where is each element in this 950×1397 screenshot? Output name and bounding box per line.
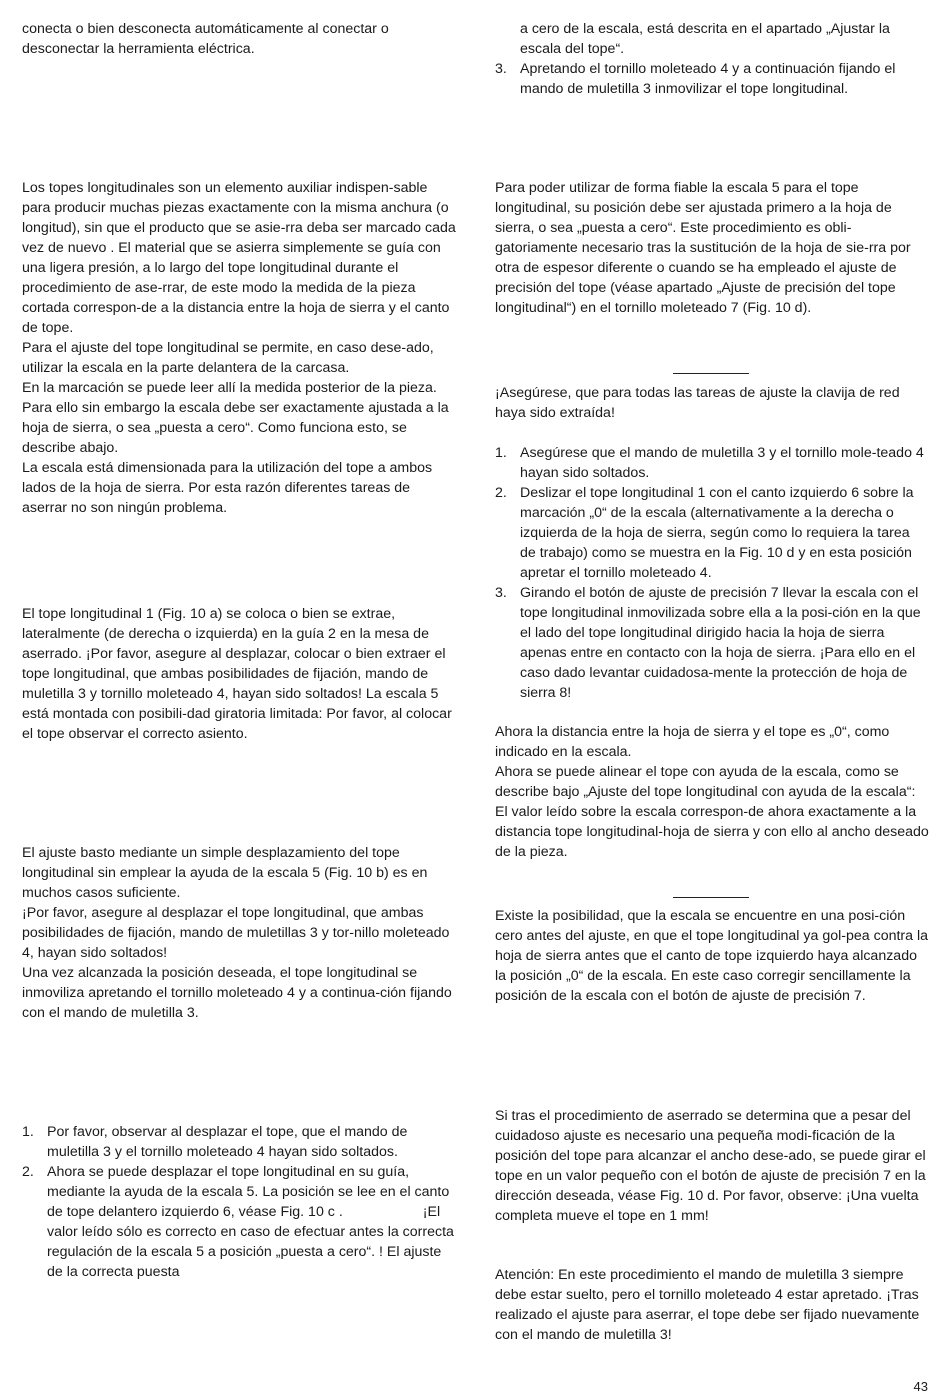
paragraph-colocar-tope: El tope longitudinal 1 (Fig. 10 a) se coloca o bien se extrae, lateralmente (de derecha o izquierda) en la guía 2 en la mesa de aserrado. ¡Por favor, asegure al desplazar, colocar o bien extraer el tope longitudinal, que ambas posibilidades de fijación, mando de muletilla 3 y tornillo moleteado 4, hayan sido soltados! La escala 5 está montada con posibili-dad giratoria limitada: Por favor, al colocar el tope observar el correcto asiento. (22, 606, 452, 742)
paragraph-switching: conecta o bien desconecta automáticamente al conectar o desconectar la herramienta eléctrica. (22, 21, 389, 57)
list-puesta-a-cero (495, 443, 929, 703)
list-ajuste-escala (22, 1122, 458, 1282)
list-text: Por favor, observar al desplazar el tope, que el mando de muletilla 3 y el tornillo moleteado 4 hayan sido soltados. (47, 1124, 408, 1160)
list-text: Deslizar el tope longitudinal 1 con el canto izquierdo 6 sobre la marcación „0“ de la escala (alternativamente a la derecha o izquierda de la hoja de sierra, según como lo requiera la tarea de trabajo) como se muestra en la Fig. 10 d y en esta posición apretar el tornillo moleteado 4. (520, 485, 914, 581)
paragraph: Para el ajuste del tope longitudinal se permite, en caso dese-ado, utilizar la escala en la parte delantera de la carcasa. (22, 340, 434, 376)
paragraph-existe: Existe la posibilidad, que la escala se encuentre en una posi-ción cero antes del ajuste, en que el tope longitudinal ya gol-pea contra la hoja de sierra antes que el canto de tope izquierdo haya alcanzado la posición „0“ de la escala. En este caso corregir sencillamente la posición de la escala con el botón de ajuste de precisión 7. (495, 908, 929, 1004)
paragraph: El ajuste basto mediante un simple desplazamiento del tope longitudinal sin emplear la ayuda de la escala 5 (Fig. 10 b) es en muchos casos suficiente. (22, 845, 428, 901)
list-number: 2. (22, 1164, 34, 1180)
list-text: Asegúrese que el mando de muletilla 3 y el tornillo mole-teado 4 hayan sido soltados. (520, 445, 924, 481)
paragraph: La escala está dimensionada para la utilización del tope a ambos lados de la hoja de sierra. Por esta razón diferentes tareas de aserrar no son ningún problema. (22, 460, 433, 516)
paragraph-atencion: Atención: En este procedimiento el mando de muletilla 3 siempre debe estar suelto, pero el tornillo moleteado 4 estar apretado. ¡Tras realizado el ajuste para aserrar, el tope debe ser fijado nuevamente con el mando de muletilla 3! (495, 1267, 920, 1343)
section-topes-intro (22, 178, 458, 518)
section-ahora (495, 722, 929, 862)
paragraph: En la marcación se puede leer allí la medida posterior de la pieza. Para ello sin embargo la escala debe ser exactamente ajustada a la hoja de sierra, o sea „puesta a cero“. Como funciona esto, se describe abajo. (22, 380, 449, 456)
list-number: 1. (495, 445, 507, 461)
section-ajuste-basto (22, 843, 458, 1023)
list-continued (495, 19, 929, 99)
list-item (22, 1122, 458, 1162)
warning-clavija: ¡Asegúrese, que para todas las tareas de ajuste la clavija de red haya sido extraída! (495, 385, 900, 421)
list-item-continued (495, 19, 929, 59)
paragraph-ajuste-precision: Si tras el procedimiento de aserrado se determina que a pesar del cuidadoso ajuste es necesario una pequeña modi-ficación de la posición del tope para alcanzar el ancho dese-ado, se puede girar el tope en un valor pequeño con el botón de ajuste de precisión 7 en la dirección deseada, véase Fig. 10 d. Por favor, observe: ¡Una vuelta completa mueve el tope en 1 mm! (495, 1108, 926, 1224)
list-item (495, 483, 929, 583)
paragraph-escala-intro: Para poder utilizar de forma fiable la escala 5 para el tope longitudinal, su posición debe ser ajustada primero a la hoja de sierra, o sea „puesta a cero“. Este procedimiento es obli-gatoriamente necesario tras la sustitución de la hoja de sie-rra por otra de espesor diferente o cuando se ha empleado el ajuste de precisión del tope (véase apartado „Ajuste de precisión del tope longitudinal“) en el tornillo moleteado 7 (Fig. 10 d). (495, 180, 911, 316)
list-number: 2. (495, 485, 507, 501)
list-item (495, 59, 929, 99)
list-text: a cero de la escala, está descrita en el apartado „Ajustar la escala del tope“. (520, 21, 890, 57)
list-item (22, 1162, 458, 1282)
divider (673, 897, 749, 898)
list-number: 1. (22, 1124, 34, 1140)
list-number: 3. (495, 585, 507, 601)
list-item (495, 583, 929, 703)
list-text: Girando el botón de ajuste de precisión 7 llevar la escala con el tope longitudinal inmovilizada sobre ella a la posi-ción en la que el lado del tope longitudinal dirigido hacia la hoja de sierra apenas entre en contacto con la hoja de sierra. ¡Para ello en el caso dado levantar cuidadosa-mente la protección de hoja de sierra 8! (520, 585, 921, 701)
list-item (495, 443, 929, 483)
list-number: 3. (495, 61, 507, 77)
paragraph: Los topes longitudinales son un elemento auxiliar indispen-sable para producir muchas piezas exactamente con la misma anchura (o longitud), sin que el producto que se asie-rra deba ser marcado cada vez de nuevo . El material que se asierra simplemente se guía con una ligera presión, a lo largo del tope longitudinal durante el procedimiento de ase-rrar, de este modo la medida de la pieza cortada correspon-de a la distancia entre la hoja de sierra y el canto de tope. (22, 180, 456, 336)
paragraph: Ahora la distancia entre la hoja de sierra y el tope es „0“, como indicado en la escala. (495, 724, 890, 760)
paragraph: Una vez alcanzada la posición deseada, el tope longitudinal se inmoviliza apretando el tornillo moleteado 4 y a continua-ción fijando con el mando de muletilla 3. (22, 965, 452, 1021)
paragraph: Ahora se puede alinear el tope con ayuda de la escala, como se describe bajo „Ajuste del tope longitudinal con ayuda de la escala“: El valor leído sobre la escala correspon-de ahora exactamente a la distancia tope longitudinal-hoja de sierra y con ello al ancho deseado de la pieza. (495, 764, 929, 860)
list-text: Apretando el tornillo moleteado 4 y a continuación fijando el mando de muletilla 3 inmovilizar el tope longitudinal. (520, 61, 896, 97)
list-text-warning: ¡El valor leído sólo es correcto en caso de efectuar antes la correcta regulación de la escala 5 a posición „puesta a cero“. ! El ajuste de la correcta puesta (47, 1204, 454, 1280)
page-number: 43 (913, 1379, 928, 1394)
list-text: Ahora se puede desplazar el tope longitudinal en su guía, mediante la ayuda de la escala 5. La posición se lee en el canto de tope delantero izquierdo 6, véase Fig. 10 c . (47, 1164, 450, 1220)
paragraph: ¡Por favor, asegure al desplazar el tope longitudinal, que ambas posibilidades de fijación, mando de muletillas 3 y tor-nillo moleteado 4, hayan sido soltados! (22, 905, 450, 961)
divider (673, 373, 749, 374)
